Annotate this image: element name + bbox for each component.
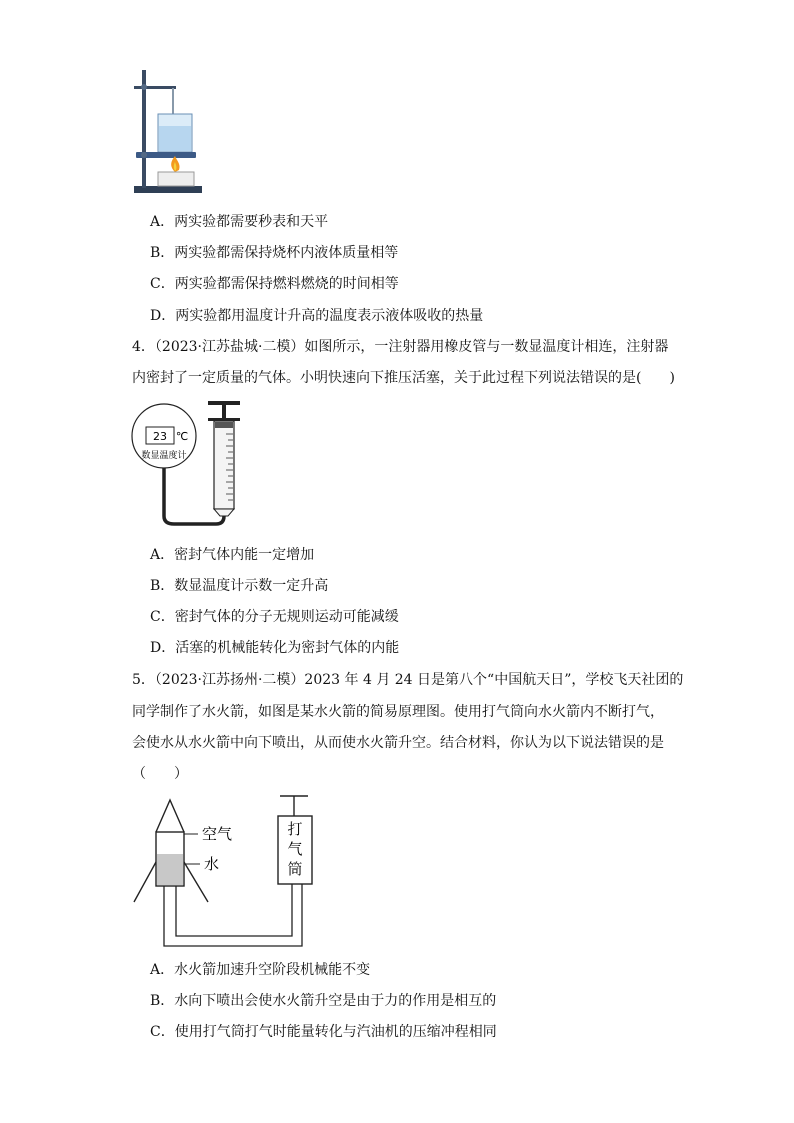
display-unit: ℃ <box>175 430 189 443</box>
plunger-handle <box>208 401 240 405</box>
connecting-pipe <box>164 884 302 946</box>
heating-apparatus-figure <box>128 66 208 198</box>
q3-option-d: D．两实验都用温度计升高的温度表示液体吸收的热量 <box>150 308 484 324</box>
q5-stem-line-3: 会使水从水火箭中向下喷出，从而使水火箭升空。结合材料，你认为以下说法错误的是 <box>132 735 664 751</box>
pump-label-char-1: 打 <box>287 820 303 838</box>
q4-stem-line-2: 内密封了一定质量的气体。小明快速向下推压活塞，关于此过程下列说法错误的是( ) <box>132 370 675 386</box>
q5-option-b: B．水向下喷出会使水火箭升空是由于力的作用是相互的 <box>150 993 497 1009</box>
burner <box>158 172 194 186</box>
q5-option-a: A．水火箭加速升空阶段机械能不变 <box>150 962 371 978</box>
q5-stem-line-4: （ ） <box>132 766 188 782</box>
q4-option-a: A．密封气体内能一定增加 <box>150 547 315 563</box>
water-rocket-figure <box>128 792 328 952</box>
q4-option-b: B．数显温度计示数一定升高 <box>150 578 329 594</box>
syringe-thermometer-figure <box>128 398 248 534</box>
q5-stem-line-2: 同学制作了水火箭，如图是某水火箭的简易原理图。使用打气筒向水火箭内不断打气， <box>132 704 664 720</box>
rocket-nose <box>156 800 184 832</box>
q5-stem-line-1: 5．（2023·江苏扬州·二模）2023 年 4 月 24 日是第八个“中国航天日”，学校飞天社团的 <box>132 672 684 688</box>
q5-option-c: C．使用打气筒打气时能量转化与汽油机的压缩冲程相同 <box>150 1024 497 1040</box>
q4-option-c: C．密封气体的分子无规则运动可能减缓 <box>150 609 399 625</box>
clamp-arm <box>134 86 176 89</box>
pump-label-char-3: 筒 <box>287 860 303 878</box>
label-air: 空气 <box>202 825 233 843</box>
q4-stem-line-1: 4．（2023·江苏盐城·二模）如图所示，一注射器用橡皮管与一数显温度计相连，注射器 <box>132 339 669 355</box>
q3-option-a: A．两实验都需要秒表和天平 <box>150 214 329 230</box>
pump-label-char-2: 气 <box>287 840 303 858</box>
q3-option-c: C．两实验都需保持燃料燃烧的时间相等 <box>150 276 399 292</box>
label-water: 水 <box>204 855 220 873</box>
q4-option-d: D．活塞的机械能转化为密封气体的内能 <box>150 640 400 656</box>
thermometer-caption: 数显温度计 <box>141 451 187 461</box>
rocket-water <box>157 854 183 885</box>
q3-option-b: B．两实验都需保持烧杯内液体质量相等 <box>150 245 399 261</box>
display-value: 23 <box>153 430 167 443</box>
